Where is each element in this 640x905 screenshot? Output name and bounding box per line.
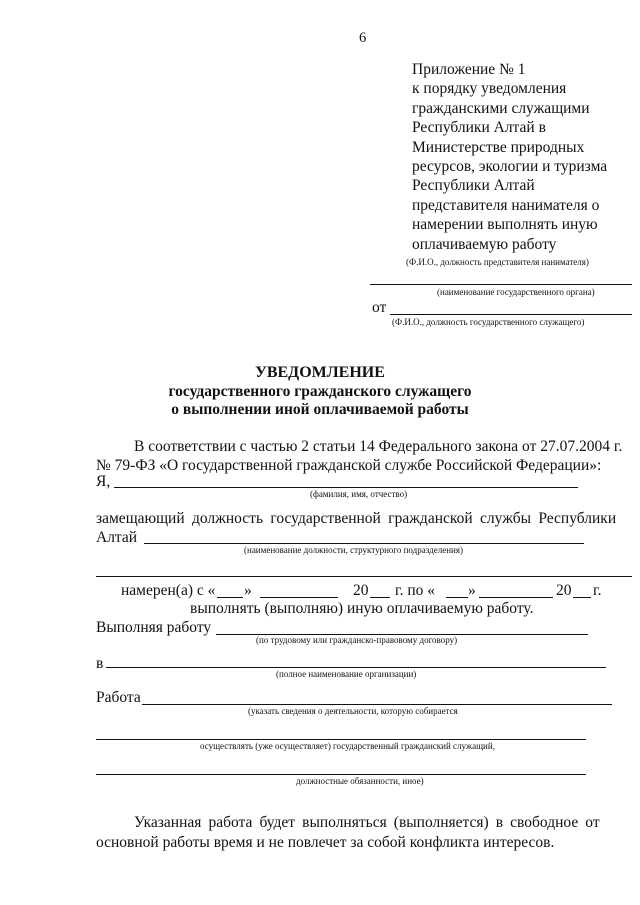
servant-line[interactable]: [390, 314, 632, 315]
in-label: в: [96, 655, 104, 672]
hint-position: (наименование должности, структурного подразделения): [244, 545, 463, 555]
para1-line1: В соответствии с частью 2 статьи 14 Федерального закона от 27.07.2004 г.: [134, 438, 623, 455]
hint-servant: (Ф.И.О., должность государственного служащего): [392, 317, 585, 327]
intent-text-3: 20: [353, 582, 369, 599]
i-label: Я,: [96, 473, 111, 490]
intent-text-5: »: [468, 582, 476, 599]
fio-line[interactable]: [114, 487, 578, 488]
to-month-line[interactable]: [479, 597, 553, 598]
appendix-line: Республики Алтай: [412, 177, 535, 195]
intent-text-6: 20: [556, 582, 572, 599]
document-title: УВЕДОМЛЕНИЕ: [255, 364, 385, 381]
appendix-line: оплачиваемую работу: [412, 235, 557, 253]
appendix-line: Министерстве природных: [412, 138, 585, 156]
from-month-line[interactable]: [260, 597, 338, 598]
hint-activity: (указать сведения о деятельности, которую собирается: [248, 706, 458, 716]
hint-contract: (по трудовому или гражданско-правовому договору): [256, 635, 458, 645]
appendix-line: Приложение № 1: [412, 61, 526, 78]
to-day-line[interactable]: [446, 597, 468, 598]
work-label: Работа: [96, 689, 141, 706]
intent-text-1: намерен(а) с «: [121, 582, 216, 599]
from-year-line[interactable]: [370, 597, 390, 598]
appendix-block: [412, 60, 607, 254]
final-line2: основной работы время и не повлечет за собой конфликта интересов.: [96, 834, 555, 851]
organization-line[interactable]: [106, 667, 606, 668]
appendix-line: к порядку уведомления: [412, 80, 567, 98]
activity-line-1[interactable]: [142, 704, 612, 705]
hint-employer: (Ф.И.О., должность представителя нанимателя): [406, 257, 589, 267]
position-extra-line[interactable]: [96, 576, 632, 577]
activity-line-2[interactable]: [96, 739, 586, 740]
hint-activity-3: должностные обязанности, иное): [296, 776, 424, 786]
final-line1: Указанная работа будет выполняться (выполняется) в свободное от: [134, 814, 600, 831]
hint-activity-2: осуществлять (уже осуществляет) государственный гражданский служащий,: [200, 741, 495, 751]
hint-fio: (фамилия, имя, отчество): [310, 489, 408, 499]
intent-text-7: г.: [593, 582, 602, 599]
to-year-line[interactable]: [573, 597, 591, 598]
appendix-line: представителя нанимателя о: [412, 196, 600, 214]
page-number: 6: [359, 30, 367, 46]
position-line[interactable]: [144, 543, 584, 544]
appendix-line: намерении выполнять иную: [412, 216, 598, 234]
from-label: от: [372, 299, 387, 316]
document-subtitle-1: государственного гражданского служащего: [168, 383, 472, 400]
position-line2: Алтай: [96, 529, 138, 546]
from-day-line[interactable]: [217, 597, 243, 598]
para1-line2: № 79-ФЗ «О государственной гражданской службе Российской Федерации»:: [96, 457, 602, 474]
document-subtitle-2: о выполнении иной оплачиваемой работы: [171, 401, 469, 418]
position-line1: замещающий должность государственной гражданской службы Республики: [96, 510, 617, 527]
doing-label: Выполняя работу: [96, 619, 212, 636]
intent-line2: выполнять (выполняю) иную оплачиваемую работу.: [190, 600, 534, 617]
hint-organ: (наименование государственного органа): [437, 287, 595, 297]
appendix-line: Республики Алтай в: [412, 119, 546, 137]
hint-org: (полное наименование организации): [276, 669, 417, 679]
intent-text-2: »: [244, 582, 252, 599]
intent-text-4: г. по «: [395, 582, 436, 599]
appendix-line: гражданскими служащими: [412, 99, 590, 117]
organ-line[interactable]: [370, 284, 632, 285]
activity-line-3[interactable]: [96, 774, 586, 775]
appendix-line: ресурсов, экологии и туризма: [412, 158, 608, 176]
